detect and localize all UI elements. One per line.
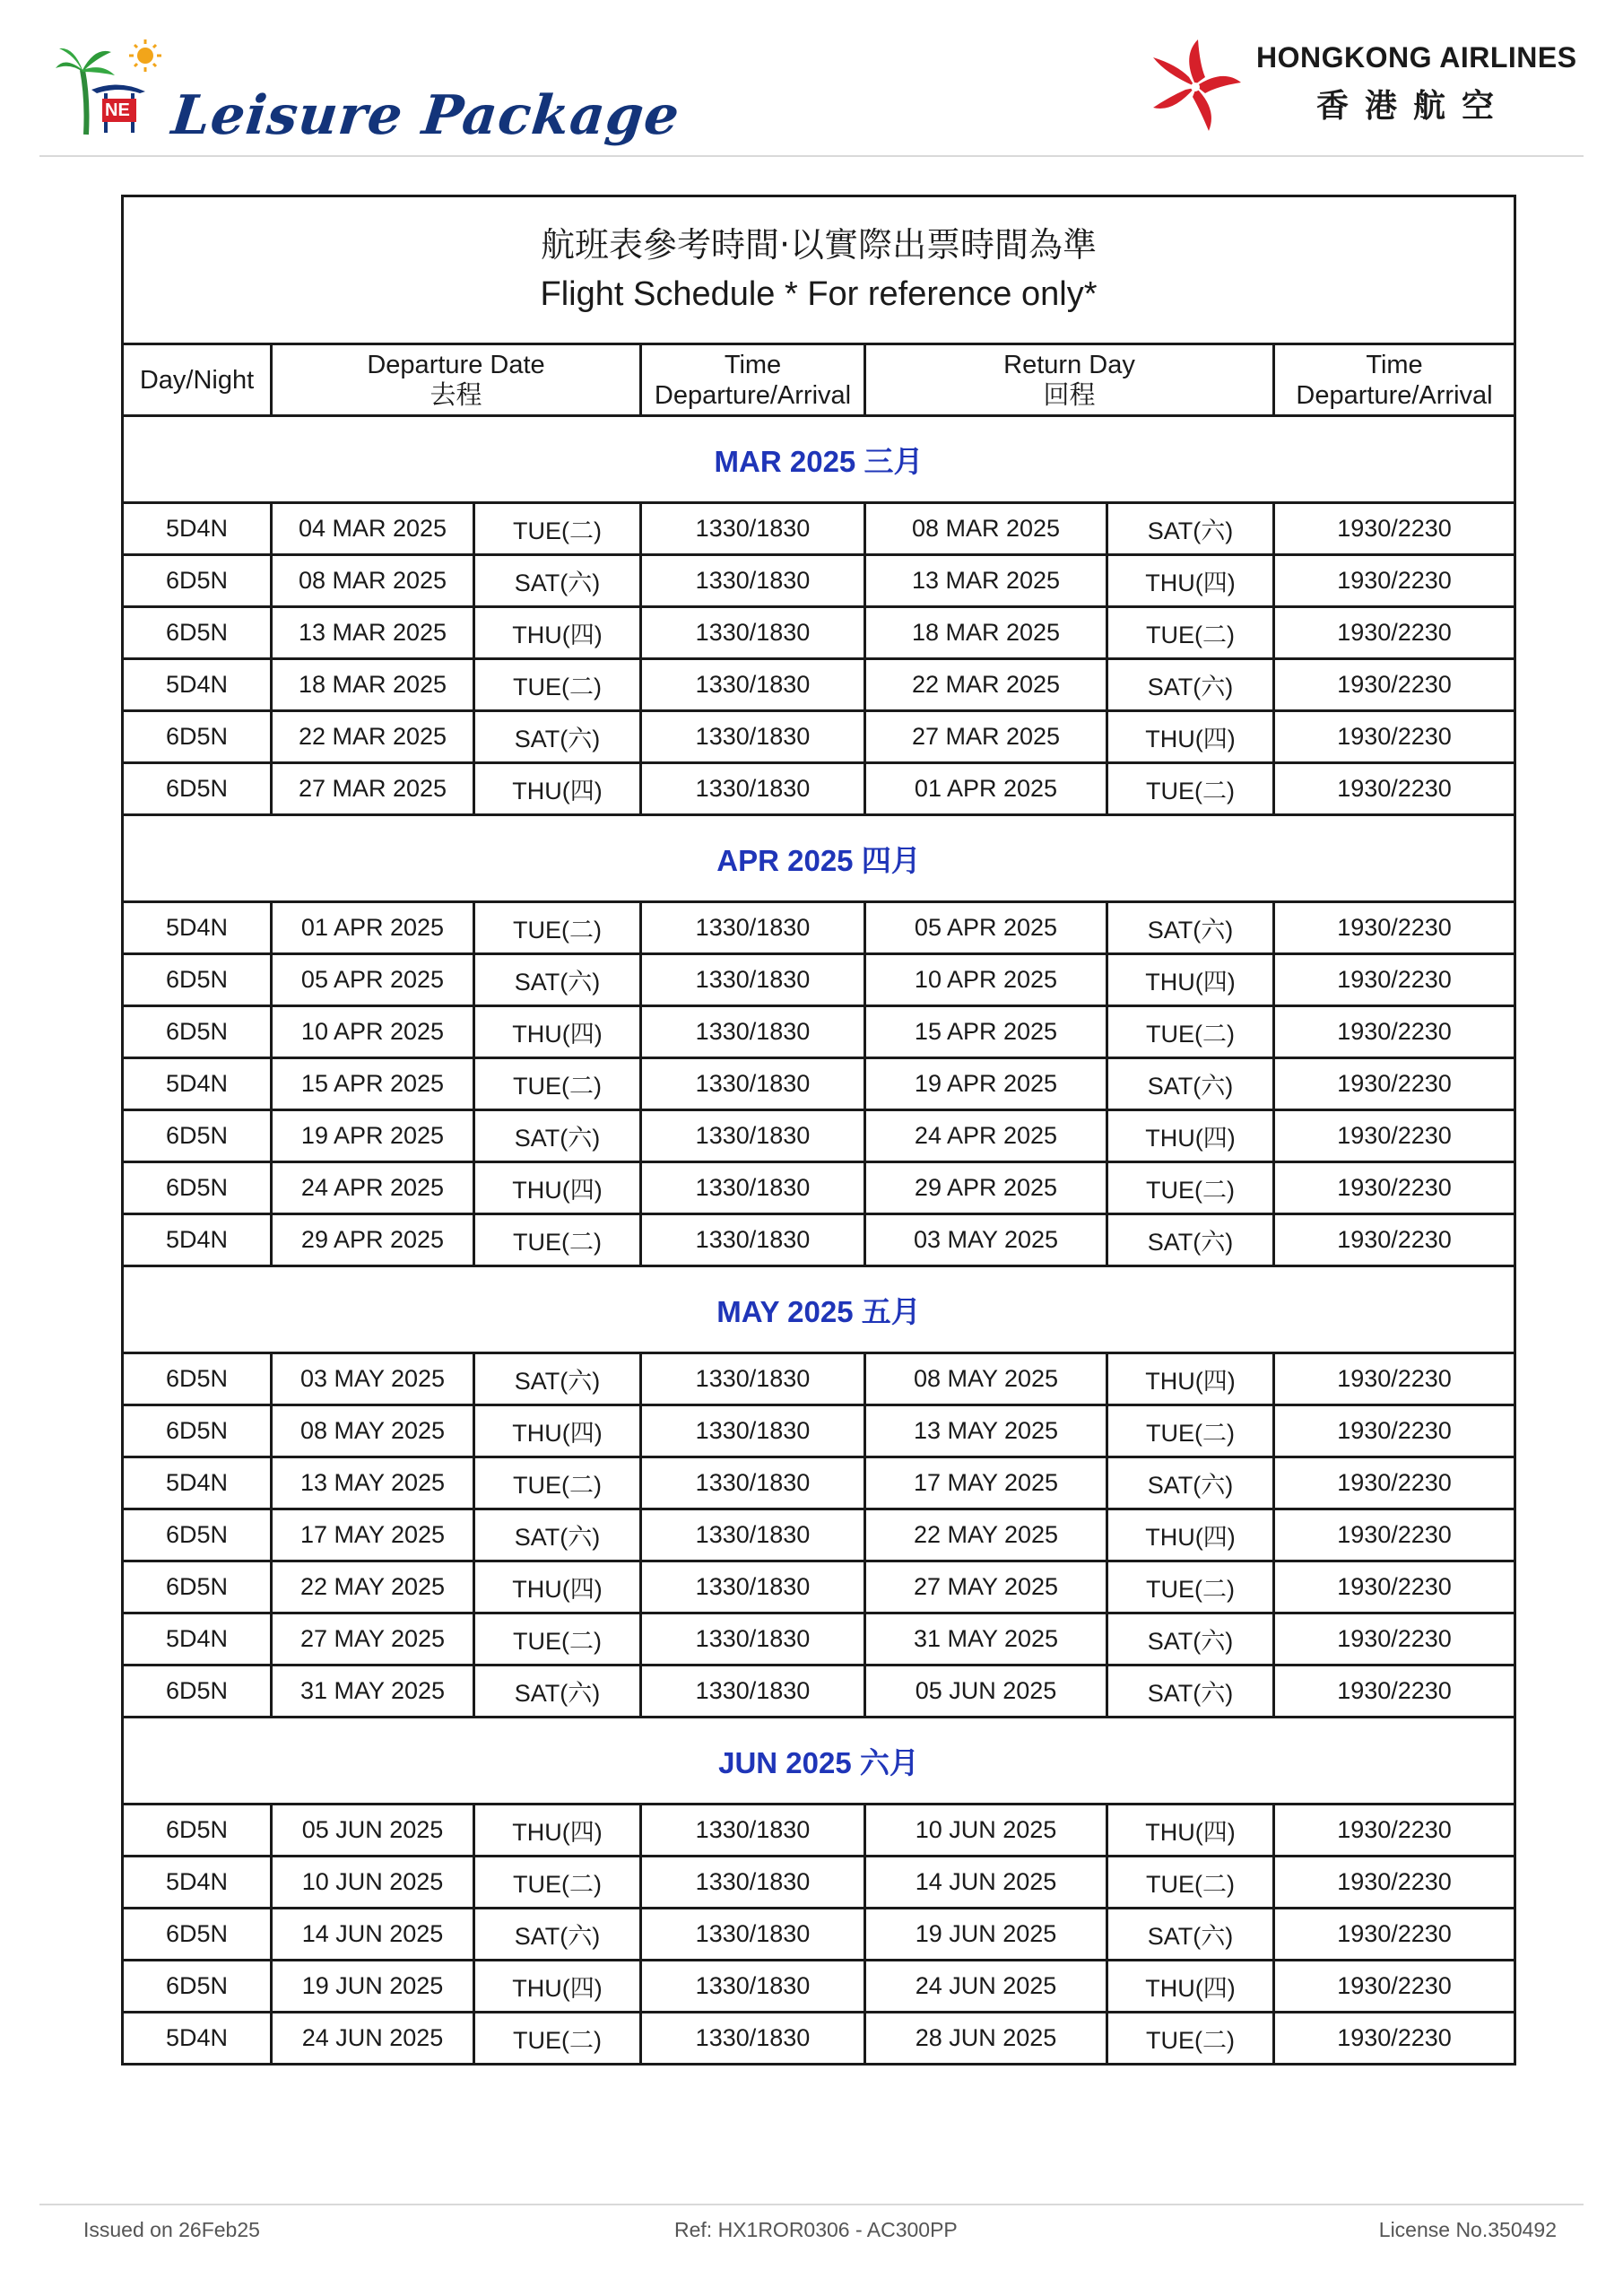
- cell-return-time: 1930/2230: [1274, 954, 1515, 1006]
- header-departure-time: [641, 344, 865, 416]
- cell-return-weekday: SAT(六): [1107, 1613, 1274, 1665]
- logo-badge: NE: [105, 100, 130, 120]
- cell-return-weekday: TUE(二): [1107, 607, 1274, 659]
- cell-departure-date: 10 JUN 2025: [272, 1857, 474, 1909]
- cell-departure-weekday: TUE(二): [474, 2013, 641, 2065]
- cell-departure-date: 19 APR 2025: [272, 1110, 474, 1162]
- cell-return-time: 1930/2230: [1274, 555, 1515, 607]
- cell-return-time: 1930/2230: [1274, 1665, 1515, 1718]
- cell-day-night: 5D4N: [123, 659, 272, 711]
- cell-return-weekday: TUE(二): [1107, 763, 1274, 815]
- cell-return-weekday: TUE(二): [1107, 1857, 1274, 1909]
- cell-departure-weekday: THU(四): [474, 1162, 641, 1214]
- cell-return-weekday: THU(四): [1107, 555, 1274, 607]
- cell-departure-time: 1330/1830: [641, 1961, 865, 2013]
- table-row: [123, 1405, 1515, 1457]
- cell-day-night: 5D4N: [123, 902, 272, 954]
- table-row: [123, 555, 1515, 607]
- header-divider: [39, 155, 1584, 157]
- cell-day-night: 5D4N: [123, 1058, 272, 1110]
- cell-departure-time: 1330/1830: [641, 659, 865, 711]
- cell-departure-weekday: SAT(六): [474, 1110, 641, 1162]
- flight-schedule-table: [121, 195, 1516, 2066]
- cell-return-date: 08 MAR 2025: [865, 503, 1107, 555]
- table-title-cell: [123, 196, 1515, 344]
- cell-return-time: 1930/2230: [1274, 1006, 1515, 1058]
- table-row: [123, 1805, 1515, 1857]
- cell-departure-date: 24 APR 2025: [272, 1162, 474, 1214]
- issued-date: Issued on 26Feb25: [83, 2218, 260, 2241]
- cell-return-time: 1930/2230: [1274, 763, 1515, 815]
- cell-departure-time: 1330/1830: [641, 954, 865, 1006]
- table-row: [123, 763, 1515, 815]
- cell-return-date: 17 MAY 2025: [865, 1457, 1107, 1509]
- cell-return-weekday: SAT(六): [1107, 1214, 1274, 1266]
- cell-return-time: 1930/2230: [1274, 607, 1515, 659]
- table-row: [123, 1214, 1515, 1266]
- cell-departure-time: 1330/1830: [641, 1805, 865, 1857]
- cell-return-date: 05 JUN 2025: [865, 1665, 1107, 1718]
- cell-day-night: 6D5N: [123, 1805, 272, 1857]
- reference-number: Ref: HX1ROR0306 - AC300PP: [674, 2218, 958, 2241]
- header-time-2-label: Time: [1366, 350, 1423, 379]
- leisure-package-logo: [56, 36, 683, 152]
- cell-return-date: 28 JUN 2025: [865, 2013, 1107, 2065]
- cell-return-date: 13 MAR 2025: [865, 555, 1107, 607]
- cell-return-time: 1930/2230: [1274, 1457, 1515, 1509]
- table-row: [123, 1058, 1515, 1110]
- cell-return-weekday: SAT(六): [1107, 1058, 1274, 1110]
- cell-departure-date: 08 MAY 2025: [272, 1405, 474, 1457]
- cell-departure-time: 1330/1830: [641, 711, 865, 763]
- table-title-zh: 航班表參考時間‧以實際出票時間為準: [540, 227, 1098, 265]
- cell-departure-weekday: TUE(二): [474, 1214, 641, 1266]
- cell-departure-weekday: SAT(六): [474, 954, 641, 1006]
- cell-departure-time: 1330/1830: [641, 1857, 865, 1909]
- cell-return-time: 1930/2230: [1274, 1909, 1515, 1961]
- table-row: [123, 1162, 1515, 1214]
- header-return-time: [1274, 344, 1515, 416]
- cell-departure-weekday: THU(四): [474, 1805, 641, 1857]
- cell-return-date: 19 APR 2025: [865, 1058, 1107, 1110]
- month-label: APR 2025 四月: [123, 815, 1515, 902]
- cell-departure-date: 03 MAY 2025: [272, 1353, 474, 1405]
- cell-day-night: 6D5N: [123, 1353, 272, 1405]
- cell-departure-weekday: SAT(六): [474, 1909, 641, 1961]
- cell-return-weekday: SAT(六): [1107, 659, 1274, 711]
- cell-return-date: 13 MAY 2025: [865, 1405, 1107, 1457]
- cell-return-date: 15 APR 2025: [865, 1006, 1107, 1058]
- cell-return-time: 1930/2230: [1274, 1805, 1515, 1857]
- cell-departure-time: 1330/1830: [641, 1058, 865, 1110]
- month-header-row: [123, 1718, 1515, 1805]
- cell-return-weekday: THU(四): [1107, 711, 1274, 763]
- cell-departure-weekday: THU(四): [474, 1561, 641, 1613]
- bauhinia-flower-icon: [1146, 38, 1245, 136]
- cell-departure-date: 10 APR 2025: [272, 1006, 474, 1058]
- airline-name-en: HONGKONG AIRLINES: [1256, 41, 1577, 74]
- cell-day-night: 6D5N: [123, 1162, 272, 1214]
- table-row: [123, 659, 1515, 711]
- cell-departure-time: 1330/1830: [641, 1509, 865, 1561]
- cell-departure-weekday: SAT(六): [474, 1509, 641, 1561]
- cell-day-night: 6D5N: [123, 1509, 272, 1561]
- cell-return-date: 22 MAY 2025: [865, 1509, 1107, 1561]
- header-departure-date-en: Departure Date: [367, 350, 545, 379]
- cell-day-night: 5D4N: [123, 1457, 272, 1509]
- table-row: [123, 1353, 1515, 1405]
- page-header: [0, 0, 1623, 158]
- cell-departure-time: 1330/1830: [641, 902, 865, 954]
- cell-departure-date: 17 MAY 2025: [272, 1509, 474, 1561]
- cell-return-date: 27 MAR 2025: [865, 711, 1107, 763]
- cell-return-time: 1930/2230: [1274, 1162, 1515, 1214]
- cell-departure-time: 1330/1830: [641, 1006, 865, 1058]
- cell-departure-date: 22 MAY 2025: [272, 1561, 474, 1613]
- cell-day-night: 5D4N: [123, 1214, 272, 1266]
- cell-departure-date: 05 JUN 2025: [272, 1805, 474, 1857]
- cell-return-time: 1930/2230: [1274, 1961, 1515, 2013]
- cell-departure-date: 15 APR 2025: [272, 1058, 474, 1110]
- cell-return-weekday: THU(四): [1107, 1961, 1274, 2013]
- cell-day-night: 6D5N: [123, 711, 272, 763]
- cell-day-night: 6D5N: [123, 1665, 272, 1718]
- palm-tree-logo-icon: [56, 36, 181, 144]
- cell-departure-date: 13 MAR 2025: [272, 607, 474, 659]
- cell-return-weekday: THU(四): [1107, 954, 1274, 1006]
- month-label: JUN 2025 六月: [123, 1718, 1515, 1805]
- cell-departure-weekday: THU(四): [474, 1405, 641, 1457]
- cell-return-date: 08 MAY 2025: [865, 1353, 1107, 1405]
- table-row: [123, 954, 1515, 1006]
- logo-wordmark: Leisure Package: [169, 84, 683, 147]
- cell-departure-date: 05 APR 2025: [272, 954, 474, 1006]
- cell-return-date: 27 MAY 2025: [865, 1561, 1107, 1613]
- cell-return-date: 24 APR 2025: [865, 1110, 1107, 1162]
- table-row: [123, 1006, 1515, 1058]
- cell-departure-date: 24 JUN 2025: [272, 2013, 474, 2065]
- cell-return-time: 1930/2230: [1274, 1058, 1515, 1110]
- cell-departure-weekday: SAT(六): [474, 1353, 641, 1405]
- cell-departure-time: 1330/1830: [641, 2013, 865, 2065]
- table-row: [123, 1613, 1515, 1665]
- cell-return-date: 10 JUN 2025: [865, 1805, 1107, 1857]
- table-row: [123, 607, 1515, 659]
- cell-day-night: 6D5N: [123, 1909, 272, 1961]
- cell-departure-date: 13 MAY 2025: [272, 1457, 474, 1509]
- cell-return-time: 1930/2230: [1274, 503, 1515, 555]
- header-return-day-zh: 回程: [1043, 380, 1096, 410]
- cell-departure-date: 18 MAR 2025: [272, 659, 474, 711]
- table-row: [123, 503, 1515, 555]
- cell-day-night: 6D5N: [123, 954, 272, 1006]
- cell-departure-weekday: THU(四): [474, 1006, 641, 1058]
- cell-departure-date: 19 JUN 2025: [272, 1961, 474, 2013]
- month-header-row: [123, 1266, 1515, 1353]
- month-header-row: [123, 815, 1515, 902]
- cell-departure-time: 1330/1830: [641, 763, 865, 815]
- footer-divider: [39, 2204, 1584, 2205]
- cell-return-time: 1930/2230: [1274, 2013, 1515, 2065]
- cell-departure-date: 31 MAY 2025: [272, 1665, 474, 1718]
- cell-return-time: 1930/2230: [1274, 1613, 1515, 1665]
- cell-departure-weekday: SAT(六): [474, 711, 641, 763]
- cell-day-night: 5D4N: [123, 1613, 272, 1665]
- cell-day-night: 5D4N: [123, 1857, 272, 1909]
- table-title-row: [123, 196, 1515, 344]
- cell-return-time: 1930/2230: [1274, 1214, 1515, 1266]
- cell-departure-time: 1330/1830: [641, 503, 865, 555]
- table-row: [123, 1857, 1515, 1909]
- cell-return-date: 19 JUN 2025: [865, 1909, 1107, 1961]
- header-day-night-label: Day/Night: [139, 365, 255, 395]
- cell-departure-time: 1330/1830: [641, 1613, 865, 1665]
- cell-departure-time: 1330/1830: [641, 1162, 865, 1214]
- cell-departure-date: 04 MAR 2025: [272, 503, 474, 555]
- cell-return-time: 1930/2230: [1274, 1561, 1515, 1613]
- cell-day-night: 6D5N: [123, 1405, 272, 1457]
- airline-name-zh: 香港航空: [1316, 87, 1511, 124]
- header-time-1-sub: Departure/Arrival: [654, 380, 852, 410]
- cell-return-weekday: TUE(二): [1107, 1561, 1274, 1613]
- cell-departure-time: 1330/1830: [641, 1405, 865, 1457]
- cell-return-time: 1930/2230: [1274, 1405, 1515, 1457]
- cell-day-night: 6D5N: [123, 607, 272, 659]
- table-row: [123, 1110, 1515, 1162]
- header-return-day-en: Return Day: [1003, 350, 1135, 379]
- table-row: [123, 711, 1515, 763]
- cell-return-date: 05 APR 2025: [865, 902, 1107, 954]
- cell-departure-time: 1330/1830: [641, 1353, 865, 1405]
- cell-departure-time: 1330/1830: [641, 1909, 865, 1961]
- cell-return-time: 1930/2230: [1274, 1509, 1515, 1561]
- cell-return-time: 1930/2230: [1274, 1353, 1515, 1405]
- month-label: MAR 2025 三月: [123, 416, 1515, 503]
- cell-departure-weekday: THU(四): [474, 1961, 641, 2013]
- table-row: [123, 1561, 1515, 1613]
- cell-return-weekday: THU(四): [1107, 1353, 1274, 1405]
- cell-departure-weekday: SAT(六): [474, 555, 641, 607]
- header-day-night: [123, 344, 272, 416]
- cell-departure-time: 1330/1830: [641, 1110, 865, 1162]
- cell-departure-date: 29 APR 2025: [272, 1214, 474, 1266]
- table-header-row: [123, 344, 1515, 416]
- cell-departure-date: 22 MAR 2025: [272, 711, 474, 763]
- header-departure-date: [272, 344, 641, 416]
- cell-day-night: 5D4N: [123, 2013, 272, 2065]
- month-header-row: [123, 416, 1515, 503]
- cell-return-time: 1930/2230: [1274, 1857, 1515, 1909]
- cell-departure-weekday: TUE(二): [474, 659, 641, 711]
- cell-departure-date: 08 MAR 2025: [272, 555, 474, 607]
- table-title-en: Flight Schedule * For reference only*: [540, 275, 1098, 313]
- cell-return-weekday: SAT(六): [1107, 1665, 1274, 1718]
- cell-return-weekday: SAT(六): [1107, 503, 1274, 555]
- table-row: [123, 1509, 1515, 1561]
- cell-return-weekday: TUE(二): [1107, 1162, 1274, 1214]
- cell-departure-weekday: TUE(二): [474, 1613, 641, 1665]
- cell-return-weekday: THU(四): [1107, 1805, 1274, 1857]
- cell-departure-weekday: TUE(二): [474, 1457, 641, 1509]
- cell-departure-date: 27 MAY 2025: [272, 1613, 474, 1665]
- cell-day-night: 6D5N: [123, 1561, 272, 1613]
- header-return-day: [865, 344, 1274, 416]
- cell-return-date: 14 JUN 2025: [865, 1857, 1107, 1909]
- header-time-2-sub: Departure/Arrival: [1296, 380, 1493, 410]
- cell-return-date: 31 MAY 2025: [865, 1613, 1107, 1665]
- license-number: License No.350492: [1378, 2218, 1557, 2241]
- hongkong-airlines-logo: [1146, 36, 1576, 135]
- cell-return-date: 24 JUN 2025: [865, 1961, 1107, 2013]
- table-row: [123, 2013, 1515, 2065]
- month-label: MAY 2025 五月: [123, 1266, 1515, 1353]
- cell-day-night: 5D4N: [123, 503, 272, 555]
- cell-departure-weekday: THU(四): [474, 607, 641, 659]
- cell-day-night: 6D5N: [123, 763, 272, 815]
- cell-departure-time: 1330/1830: [641, 555, 865, 607]
- cell-return-date: 22 MAR 2025: [865, 659, 1107, 711]
- cell-departure-time: 1330/1830: [641, 1665, 865, 1718]
- cell-day-night: 6D5N: [123, 1110, 272, 1162]
- cell-day-night: 6D5N: [123, 1006, 272, 1058]
- cell-departure-weekday: THU(四): [474, 763, 641, 815]
- cell-return-time: 1930/2230: [1274, 1110, 1515, 1162]
- cell-departure-weekday: TUE(二): [474, 503, 641, 555]
- cell-departure-weekday: TUE(二): [474, 902, 641, 954]
- cell-departure-weekday: SAT(六): [474, 1665, 641, 1718]
- header-time-1-label: Time: [724, 350, 782, 379]
- cell-return-date: 10 APR 2025: [865, 954, 1107, 1006]
- cell-return-weekday: TUE(二): [1107, 1006, 1274, 1058]
- cell-return-weekday: THU(四): [1107, 1509, 1274, 1561]
- cell-return-weekday: TUE(二): [1107, 1405, 1274, 1457]
- table-row: [123, 1457, 1515, 1509]
- cell-day-night: 6D5N: [123, 1961, 272, 2013]
- cell-departure-weekday: TUE(二): [474, 1058, 641, 1110]
- cell-departure-time: 1330/1830: [641, 1214, 865, 1266]
- cell-return-time: 1930/2230: [1274, 902, 1515, 954]
- cell-return-weekday: TUE(二): [1107, 2013, 1274, 2065]
- cell-return-weekday: THU(四): [1107, 1110, 1274, 1162]
- cell-departure-date: 14 JUN 2025: [272, 1909, 474, 1961]
- table-row: [123, 1665, 1515, 1718]
- cell-departure-date: 01 APR 2025: [272, 902, 474, 954]
- cell-departure-time: 1330/1830: [641, 1457, 865, 1509]
- cell-departure-weekday: TUE(二): [474, 1857, 641, 1909]
- cell-return-date: 01 APR 2025: [865, 763, 1107, 815]
- cell-return-time: 1930/2230: [1274, 711, 1515, 763]
- table-row: [123, 902, 1515, 954]
- cell-return-date: 29 APR 2025: [865, 1162, 1107, 1214]
- cell-return-weekday: SAT(六): [1107, 1909, 1274, 1961]
- cell-departure-time: 1330/1830: [641, 1561, 865, 1613]
- cell-return-date: 18 MAR 2025: [865, 607, 1107, 659]
- cell-day-night: 6D5N: [123, 555, 272, 607]
- cell-return-weekday: SAT(六): [1107, 1457, 1274, 1509]
- cell-departure-time: 1330/1830: [641, 607, 865, 659]
- header-departure-date-zh: 去程: [430, 380, 482, 410]
- table-row: [123, 1909, 1515, 1961]
- table-row: [123, 1961, 1515, 2013]
- cell-departure-date: 27 MAR 2025: [272, 763, 474, 815]
- cell-return-date: 03 MAY 2025: [865, 1214, 1107, 1266]
- cell-return-weekday: SAT(六): [1107, 902, 1274, 954]
- cell-return-time: 1930/2230: [1274, 659, 1515, 711]
